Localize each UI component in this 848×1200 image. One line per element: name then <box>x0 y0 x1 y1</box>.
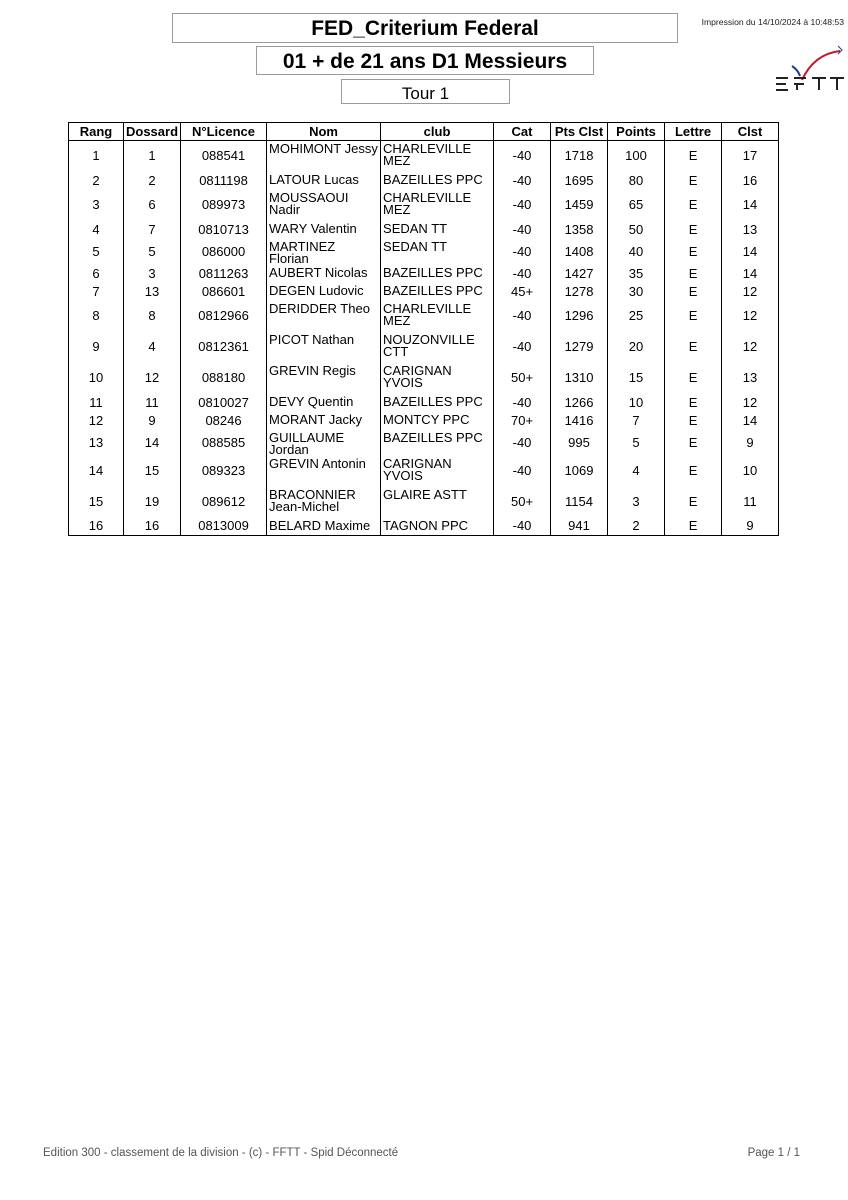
cell-clst: 13 <box>722 221 779 239</box>
cell-club: NOUZONVILLE CTT <box>381 332 494 363</box>
column-header-nom: Nom <box>267 123 381 141</box>
table-row <box>69 518 779 536</box>
cell-club: CARIGNAN YVOIS <box>381 363 494 394</box>
cell-licence: 086601 <box>181 283 267 301</box>
round-title: Tour 1 <box>341 79 510 104</box>
cell-clst: 11 <box>722 487 779 518</box>
table-row <box>69 301 779 332</box>
cell-licence: 08246 <box>181 412 267 430</box>
division-title: 01 + de 21 ans D1 Messieurs <box>256 46 594 75</box>
cell-nom: GUILLAUME Jordan <box>267 430 381 456</box>
cell-pts: 1279 <box>551 332 608 363</box>
cell-cat: -40 <box>494 301 551 332</box>
cell-club: BAZEILLES PPC <box>381 283 494 301</box>
cell-cat: -40 <box>494 430 551 456</box>
cell-licence: 089612 <box>181 487 267 518</box>
cell-dossard: 1 <box>124 141 181 172</box>
cell-licence: 088541 <box>181 141 267 172</box>
cell-licence: 0812966 <box>181 301 267 332</box>
cell-clst: 14 <box>722 239 779 265</box>
table-row <box>69 172 779 190</box>
cell-nom: AUBERT Nicolas <box>267 265 381 283</box>
table-row <box>69 394 779 412</box>
cell-dossard: 9 <box>124 412 181 430</box>
cell-cat: 50+ <box>494 487 551 518</box>
cell-points: 15 <box>608 363 665 394</box>
footer-edition: Edition 300 - classement de la division - (c) - FFTT - Spid Déconnecté <box>43 1147 399 1159</box>
cell-lettre: E <box>665 394 722 412</box>
cell-rang: 9 <box>69 332 124 363</box>
cell-nom: MORANT Jacky <box>267 412 381 430</box>
cell-cat: -40 <box>494 141 551 172</box>
table-row <box>69 456 779 487</box>
table-row <box>69 283 779 301</box>
cell-points: 4 <box>608 456 665 487</box>
cell-pts: 941 <box>551 518 608 536</box>
cell-cat: 70+ <box>494 412 551 430</box>
cell-points: 3 <box>608 487 665 518</box>
cell-points: 5 <box>608 430 665 456</box>
cell-club: BAZEILLES PPC <box>381 394 494 412</box>
cell-rang: 7 <box>69 283 124 301</box>
cell-cat: 45+ <box>494 283 551 301</box>
table-row <box>69 363 779 394</box>
cell-points: 100 <box>608 141 665 172</box>
cell-club: BAZEILLES PPC <box>381 265 494 283</box>
cell-points: 25 <box>608 301 665 332</box>
cell-licence: 0812361 <box>181 332 267 363</box>
cell-club: CHARLEVILLE MEZ <box>381 190 494 221</box>
table-row <box>69 332 779 363</box>
column-header-dossard: Dossard <box>124 123 181 141</box>
cell-nom: DEGEN Ludovic <box>267 283 381 301</box>
cell-nom: DEVY Quentin <box>267 394 381 412</box>
cell-lettre: E <box>665 283 722 301</box>
table-row <box>69 221 779 239</box>
cell-lettre: E <box>665 487 722 518</box>
cell-pts: 1459 <box>551 190 608 221</box>
cell-lettre: E <box>665 172 722 190</box>
cell-dossard: 5 <box>124 239 181 265</box>
cell-lettre: E <box>665 239 722 265</box>
cell-points: 10 <box>608 394 665 412</box>
cell-club: TAGNON PPC <box>381 518 494 536</box>
cell-lettre: E <box>665 456 722 487</box>
cell-cat: -40 <box>494 332 551 363</box>
cell-lettre: E <box>665 265 722 283</box>
cell-clst: 12 <box>722 283 779 301</box>
table-row <box>69 487 779 518</box>
cell-rang: 16 <box>69 518 124 536</box>
cell-rang: 4 <box>69 221 124 239</box>
cell-club: CHARLEVILLE MEZ <box>381 301 494 332</box>
cell-clst: 14 <box>722 265 779 283</box>
cell-lettre: E <box>665 412 722 430</box>
cell-rang: 11 <box>69 394 124 412</box>
cell-cat: -40 <box>494 221 551 239</box>
column-header-rang: Rang <box>69 123 124 141</box>
cell-cat: -40 <box>494 239 551 265</box>
cell-licence: 0810713 <box>181 221 267 239</box>
column-header-club: club <box>381 123 494 141</box>
cell-nom: MARTINEZ Florian <box>267 239 381 265</box>
cell-lettre: E <box>665 363 722 394</box>
table-row <box>69 430 779 456</box>
column-header-clst: Clst <box>722 123 779 141</box>
cell-lettre: E <box>665 518 722 536</box>
cell-licence: 089323 <box>181 456 267 487</box>
cell-clst: 13 <box>722 363 779 394</box>
cell-nom: GREVIN Regis <box>267 363 381 394</box>
cell-pts: 1154 <box>551 487 608 518</box>
cell-clst: 16 <box>722 172 779 190</box>
cell-rang: 6 <box>69 265 124 283</box>
cell-rang: 12 <box>69 412 124 430</box>
cell-points: 80 <box>608 172 665 190</box>
cell-dossard: 19 <box>124 487 181 518</box>
cell-pts: 1358 <box>551 221 608 239</box>
cell-clst: 9 <box>722 430 779 456</box>
cell-rang: 3 <box>69 190 124 221</box>
cell-lettre: E <box>665 430 722 456</box>
cell-club: SEDAN TT <box>381 221 494 239</box>
column-header-cat: Cat <box>494 123 551 141</box>
cell-nom: GREVIN Antonin <box>267 456 381 487</box>
cell-lettre: E <box>665 190 722 221</box>
cell-club: CARIGNAN YVOIS <box>381 456 494 487</box>
cell-clst: 12 <box>722 332 779 363</box>
cell-rang: 13 <box>69 430 124 456</box>
cell-points: 35 <box>608 265 665 283</box>
cell-clst: 10 <box>722 456 779 487</box>
table-header-row <box>69 123 779 141</box>
cell-pts: 1266 <box>551 394 608 412</box>
cell-licence: 0811263 <box>181 265 267 283</box>
cell-points: 2 <box>608 518 665 536</box>
cell-club: SEDAN TT <box>381 239 494 265</box>
cell-rang: 10 <box>69 363 124 394</box>
cell-pts: 1278 <box>551 283 608 301</box>
cell-licence: 089973 <box>181 190 267 221</box>
cell-clst: 12 <box>722 394 779 412</box>
cell-club: BAZEILLES PPC <box>381 172 494 190</box>
fftt-logo-icon <box>770 44 846 94</box>
cell-licence: 088585 <box>181 430 267 456</box>
footer-page-number: Page 1 / 1 <box>747 1147 800 1159</box>
cell-cat: -40 <box>494 518 551 536</box>
cell-dossard: 8 <box>124 301 181 332</box>
column-header-lettre: Lettre <box>665 123 722 141</box>
cell-dossard: 15 <box>124 456 181 487</box>
cell-pts: 1718 <box>551 141 608 172</box>
cell-lettre: E <box>665 301 722 332</box>
cell-points: 50 <box>608 221 665 239</box>
cell-pts: 1695 <box>551 172 608 190</box>
cell-nom: MOUSSAOUI Nadir <box>267 190 381 221</box>
cell-nom: DERIDDER Theo <box>267 301 381 332</box>
cell-pts: 1069 <box>551 456 608 487</box>
column-header-licence: N°Licence <box>181 123 267 141</box>
cell-cat: -40 <box>494 265 551 283</box>
cell-dossard: 16 <box>124 518 181 536</box>
cell-dossard: 13 <box>124 283 181 301</box>
cell-pts: 1416 <box>551 412 608 430</box>
cell-clst: 12 <box>722 301 779 332</box>
table-row <box>69 141 779 172</box>
cell-lettre: E <box>665 141 722 172</box>
cell-licence: 0811198 <box>181 172 267 190</box>
table-row <box>69 265 779 283</box>
cell-nom: PICOT Nathan <box>267 332 381 363</box>
cell-rang: 2 <box>69 172 124 190</box>
table-row <box>69 190 779 221</box>
print-date: Impression du 14/10/2024 à 10:48:53 <box>701 17 844 27</box>
cell-points: 7 <box>608 412 665 430</box>
cell-nom: MOHIMONT Jessy <box>267 141 381 172</box>
cell-clst: 14 <box>722 412 779 430</box>
cell-clst: 14 <box>722 190 779 221</box>
cell-dossard: 7 <box>124 221 181 239</box>
cell-points: 40 <box>608 239 665 265</box>
cell-clst: 9 <box>722 518 779 536</box>
cell-dossard: 2 <box>124 172 181 190</box>
cell-lettre: E <box>665 332 722 363</box>
cell-dossard: 3 <box>124 265 181 283</box>
cell-licence: 0810027 <box>181 394 267 412</box>
cell-licence: 088180 <box>181 363 267 394</box>
cell-rang: 15 <box>69 487 124 518</box>
cell-clst: 17 <box>722 141 779 172</box>
cell-club: BAZEILLES PPC <box>381 430 494 456</box>
table-row <box>69 239 779 265</box>
cell-cat: -40 <box>494 190 551 221</box>
cell-points: 20 <box>608 332 665 363</box>
table-row <box>69 412 779 430</box>
cell-dossard: 14 <box>124 430 181 456</box>
cell-rang: 1 <box>69 141 124 172</box>
cell-nom: BELARD Maxime <box>267 518 381 536</box>
cell-nom: WARY Valentin <box>267 221 381 239</box>
cell-pts: 1310 <box>551 363 608 394</box>
cell-rang: 14 <box>69 456 124 487</box>
cell-cat: -40 <box>494 172 551 190</box>
cell-points: 30 <box>608 283 665 301</box>
cell-pts: 1296 <box>551 301 608 332</box>
column-header-points: Points <box>608 123 665 141</box>
cell-points: 65 <box>608 190 665 221</box>
cell-club: CHARLEVILLE MEZ <box>381 141 494 172</box>
cell-club: MONTCY PPC <box>381 412 494 430</box>
cell-dossard: 11 <box>124 394 181 412</box>
cell-rang: 8 <box>69 301 124 332</box>
cell-dossard: 4 <box>124 332 181 363</box>
cell-pts: 995 <box>551 430 608 456</box>
cell-licence: 0813009 <box>181 518 267 536</box>
cell-club: GLAIRE ASTT <box>381 487 494 518</box>
cell-pts: 1427 <box>551 265 608 283</box>
cell-lettre: E <box>665 221 722 239</box>
competition-title: FED_Criterium Federal <box>172 13 678 43</box>
cell-cat: -40 <box>494 456 551 487</box>
cell-nom: LATOUR Lucas <box>267 172 381 190</box>
ranking-table <box>68 122 779 536</box>
cell-cat: 50+ <box>494 363 551 394</box>
cell-dossard: 6 <box>124 190 181 221</box>
cell-pts: 1408 <box>551 239 608 265</box>
cell-licence: 086000 <box>181 239 267 265</box>
cell-rang: 5 <box>69 239 124 265</box>
column-header-pts: Pts Clst <box>551 123 608 141</box>
cell-cat: -40 <box>494 394 551 412</box>
cell-nom: BRACONNIER Jean-Michel <box>267 487 381 518</box>
cell-dossard: 12 <box>124 363 181 394</box>
